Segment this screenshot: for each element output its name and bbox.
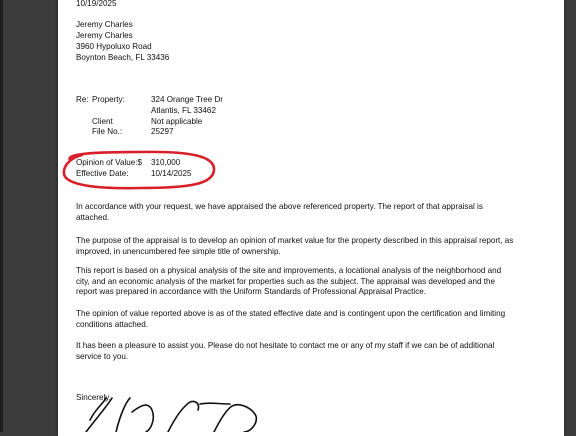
paragraph-conditions: The opinion of value reported above is as of the stated effective date and is contingent upon the certification and limiting conditions attached. — [76, 309, 506, 329]
effective-date-label: Effective Date: — [76, 169, 129, 178]
client-label: Client — [92, 117, 113, 126]
file-number-label: File No.: — [92, 127, 123, 136]
client-value: Not applicable — [151, 117, 203, 126]
closing-salutation: Sincerely, — [76, 393, 111, 402]
property-address-line2: Atlantis, FL 33462 — [151, 106, 216, 115]
recipient-name: Jeremy Charles — [76, 20, 133, 29]
effective-date-value: 10/14/2025 — [151, 169, 192, 178]
opinion-of-value: 310,000 — [151, 158, 181, 167]
re-label: Re: — [76, 95, 89, 104]
recipient-street: 3960 Hypoluxo Road — [76, 42, 152, 51]
signature — [86, 398, 256, 432]
paragraph-purpose: The purpose of the appraisal is to develop an opinion of market value for the property described in this appraisal report, as improved, in unencumbered fee simple title of ownership. — [76, 236, 514, 256]
paragraph-request: In accordance with your request, we have appraised the above referenced property. The report of that appraisal is attached. — [76, 202, 483, 222]
red-circle-annotation — [64, 152, 214, 188]
recipient-attention: Jeremy Charles — [76, 31, 133, 40]
paragraph-basis: This report is based on a physical analysis of the site and improvements, a locational analysis of the neighborhood and city, and an economic analysis of the market for properties such as the subject. The appraisal was developed and the report was prepared in accordance with the Uniform Standards of Professional Appraisal Practice. — [76, 266, 502, 297]
file-number-value: 25297 — [151, 127, 174, 136]
property-address-line1: 324 Orange Tree Dr — [151, 95, 223, 104]
recipient-city: Boynton Beach, FL 33436 — [76, 53, 170, 62]
property-label: Property: — [92, 95, 125, 104]
paragraph-closing: It has been a pleasure to assist you. Please do not hesitate to contact me or any of my staff if we can be of additional service to you. — [76, 341, 495, 361]
opinion-of-value-label: Opinion of Value:$ — [76, 158, 142, 167]
letter-date: 10/19/2025 — [76, 0, 117, 8]
